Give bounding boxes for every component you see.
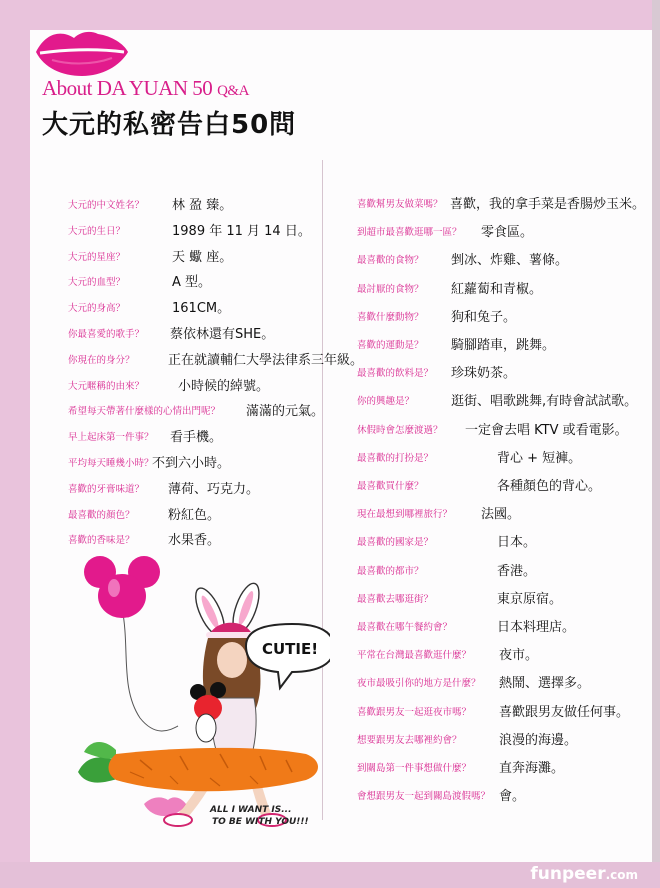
about-prefix: About xyxy=(42,76,97,100)
question-text: 喜歡的牙膏味道？ xyxy=(68,483,145,495)
caption-line-1: ALL I WANT IS... xyxy=(210,805,292,815)
watermark-tld: .com xyxy=(605,868,638,882)
answer-text: 日本料理店。 xyxy=(497,620,576,635)
question-text: 最喜歡去哪逛街？ xyxy=(357,593,434,605)
about-name: DA YUAN 50 xyxy=(96,76,213,100)
about-qa: Q&A xyxy=(217,83,249,99)
bubble-text: CUTIE! xyxy=(261,640,319,658)
answer-text: 喜歡，我的拿手菜是香腸炒玉米。 xyxy=(450,197,646,212)
question-text: 你現在的身分？ xyxy=(68,354,135,366)
answer-text: 喜歡跟男友做任何事。 xyxy=(499,704,630,720)
question-text: 你最喜愛的歌手？ xyxy=(68,329,145,340)
question-text: 喜歡什麼動物？ xyxy=(357,311,424,323)
question-text: 最喜歡的都市？ xyxy=(357,565,424,577)
answer-text: 水果香。 xyxy=(168,533,221,549)
answer-text: 粉紅色。 xyxy=(168,507,221,523)
answer-text: 1989 年 11 月 14 日。 xyxy=(172,223,311,239)
answer-text: 一定會去唱 KTV 或看電影。 xyxy=(465,422,628,438)
question-text: 大元的星座？ xyxy=(68,251,126,263)
question-text: 最喜歡的打扮是？ xyxy=(357,452,434,464)
answer-text: 珍珠奶茶。 xyxy=(451,366,517,382)
question-text: 希望每天帶著什麼樣的心情出門呢？ xyxy=(68,406,221,418)
answer-text: 直奔海灘。 xyxy=(499,761,565,776)
question-text: 大元的身高？ xyxy=(68,303,126,315)
answer-text: 夜市。 xyxy=(499,648,539,664)
question-text: 平常在台灣最喜歡逛什麼？ xyxy=(357,650,472,662)
question-text: 最喜歡的食物？ xyxy=(357,255,424,267)
question-text: 休假時會怎麼渡過？ xyxy=(357,424,443,436)
answer-text: 蔡依林還有SHE。 xyxy=(170,327,275,342)
question-text: 大元的生日？ xyxy=(68,225,126,237)
answer-text: 161CM。 xyxy=(172,301,231,317)
answer-text: 騎腳踏車，跳舞。 xyxy=(451,338,556,353)
question-text: 想要跟男友去哪裡約會？ xyxy=(357,734,462,746)
answer-text: A 型。 xyxy=(172,275,212,291)
question-text: 早上起床第一件事？ xyxy=(68,432,154,444)
lips-icon xyxy=(32,26,132,80)
answer-text: 零食區。 xyxy=(481,225,534,241)
answer-text: 不到六小時。 xyxy=(152,456,231,471)
question-text: 喜歡跟男友一起逛夜市嗎？ xyxy=(357,706,472,718)
answer-text: 天 蠍 座。 xyxy=(172,249,233,265)
question-text: 大元的中文姓名？ xyxy=(68,200,145,211)
question-text: 你的興趣是？ xyxy=(357,396,415,408)
illustration xyxy=(60,548,330,840)
question-text: 最討厭的食物？ xyxy=(357,283,424,295)
question-text: 最喜歡買什麼？ xyxy=(357,481,424,492)
answer-text: 香港。 xyxy=(497,563,537,579)
answer-text: 法國。 xyxy=(481,507,521,523)
about-heading xyxy=(42,76,249,101)
carrot-icon xyxy=(78,742,318,791)
answer-text: 熱鬧、選擇多。 xyxy=(499,676,591,692)
page-edge xyxy=(652,0,660,888)
question-text: 喜歡的運動是？ xyxy=(357,340,424,351)
answer-text: 林 盈 臻。 xyxy=(172,198,233,213)
question-text: 到超市最喜歡逛哪一區？ xyxy=(357,227,462,239)
answer-text: 剉冰、炸雞、薯條。 xyxy=(451,253,569,269)
answer-text: 日本。 xyxy=(497,535,537,551)
answer-text: 逛街、唱歌跳舞,有時會試試歌。 xyxy=(451,394,638,410)
question-text: 最喜歡的顏色？ xyxy=(68,509,135,521)
question-text: 現在最想到哪裡旅行？ xyxy=(357,509,453,521)
question-text: 大元暱稱的由來？ xyxy=(68,380,145,392)
answer-text: 會。 xyxy=(499,789,526,805)
answer-text: 正在就讀輔仁大學法律系三年級。 xyxy=(168,352,364,368)
question-text: 最喜歡的飲料是？ xyxy=(357,368,434,380)
balloon-icon xyxy=(84,556,160,618)
answer-text: 薄荷、巧克力。 xyxy=(168,481,260,497)
question-text: 到關島第一件事想做什麼？ xyxy=(357,763,472,774)
question-text: 喜歡幫男友做菜嗎？ xyxy=(357,199,443,210)
question-text: 喜歡的香味是？ xyxy=(68,535,135,547)
question-text: 最喜歡在哪午餐約會？ xyxy=(357,622,453,633)
watermark xyxy=(530,864,638,884)
answer-text: 背心 + 短褲。 xyxy=(497,450,582,466)
question-text: 會想跟男友一起到關島渡假嗎？ xyxy=(357,791,491,803)
caption-line-2: TO BE WITH YOU!!! xyxy=(212,817,309,827)
answer-text: 紅蘿蔔和青椒。 xyxy=(451,281,543,297)
answer-text: 滿滿的元氣。 xyxy=(246,404,325,420)
answer-text: 浪漫的海邊。 xyxy=(499,732,578,748)
answer-text: 看手機。 xyxy=(170,430,223,446)
answer-text: 小時候的綽號。 xyxy=(178,378,270,394)
answer-text: 東京原宿。 xyxy=(497,591,563,607)
question-text: 平均每天睡幾小時？ xyxy=(68,458,154,469)
answer-text: 狗和兔子。 xyxy=(451,309,517,325)
page-title: 大元的私密告白50問 xyxy=(42,110,297,140)
question-text: 夜市最吸引你的地方是什麼？ xyxy=(357,678,481,690)
question-text: 最喜歡的國家是？ xyxy=(357,537,434,549)
answer-text: 各種顏色的背心。 xyxy=(497,479,602,494)
watermark-name: funpeer xyxy=(530,864,606,884)
question-text: 大元的血型？ xyxy=(68,277,126,289)
